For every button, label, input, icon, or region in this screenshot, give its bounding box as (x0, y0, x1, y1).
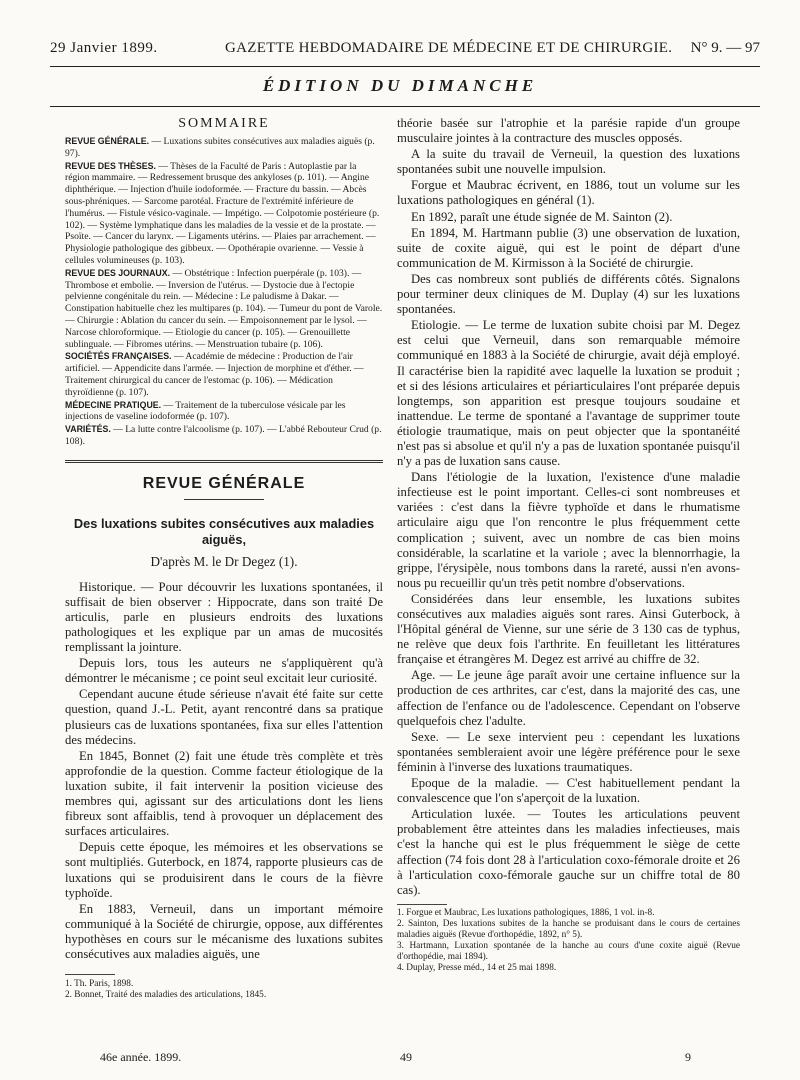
article-paragraph: Articulation luxée. — Toutes les articulations peuvent probablement être atteintes dans les maladies infectieuses, mais c'est la hanche qui est le plus fréquemment le siège de cette affection (74 fois dont 28 à l'articulation coxo-fémorale droite et 26 à l'articulation coxo-fémorale gauche sur un chiffre total de 80 cas). (397, 807, 740, 897)
section-divider (65, 460, 383, 463)
sommaire-entry (65, 136, 383, 160)
sommaire-list (65, 136, 383, 448)
sommaire-entry (65, 351, 383, 398)
edition-banner: ÉDITION DU DIMANCHE (262, 76, 538, 95)
sommaire-entry-text: — Traitement de la tuberculose vésicale par les injections de vaseline iodoformée (p. 107). (65, 399, 346, 423)
sommaire-entry (65, 161, 383, 267)
article-paragraph: Depuis lors, tous les auteurs ne s'appliquèrent qu'à démontrer le mécanisme ; ce point seul excitait leur curiosité. (65, 656, 383, 686)
sommaire-entry-text: — Académie de médecine : Production de l'air artificiel. — Appendicite dans l'armée. — Injection de morphine et d'éther. — Traitement chirurgical du cancer de l'estomac (p. 106). — Médication thyroïdienne (p. 107). (65, 351, 364, 398)
article-paragraph: En 1845, Bonnet (2) fait une étude très complète et très approfondie de la question. Comme facteur étiologique de la luxation subite, il fait intervenir la position vicieuse des membres qui, agissant sur des articulations dont les liens fibreux sont affaiblis, tend à provoquer un déplacement des surfaces articulaires. (65, 748, 383, 839)
sommaire-entry (65, 400, 383, 424)
footer-folio: 49 (400, 1050, 412, 1064)
journal-title: GAZETTE HEBDOMADAIRE DE MÉDECINE ET DE CHIRURGIE. (225, 40, 673, 56)
article-paragraph: En 1894, M. Hartmann publie (3) une observation de luxation, suite de coxite aiguë, qui est le point de départ d'une communication de M. Kirmisson à la Société de chirurgie. (397, 225, 740, 270)
sommaire-entry-text: — Luxations subites consécutives aux maladies aiguës (p. 97). (65, 136, 375, 159)
sommaire-entry-text: — Thèses de la Faculté de Paris : Autoplastie par la région mammaire. — Redressement brusque des ankyloses (p. 101). — Angine diphthérique. — Injection d'huile iodoformée. — Fracture du bassin. — Abcès sous-phréniques. — Sarcome parotéal. Fracture de l'extrémité inférieure de l'humérus. — Fistule vésico-vaginale. — Impétigo. — Colpotomie postérieure (p. 102). — Système lymphatique dans les maladies de la vessie et de la prostate. — Psoïte. — Cancer du larynx. — Ligaments utérins. — Plaies par arrachement. — Physiologie pathologique des gibbeux. — Opothérapie ovarienne. — Vessie à cellules volumineuses (p. 103). (65, 160, 380, 266)
article-paragraph: Des cas nombreux sont publiés de différents côtés. Signalons pour terminer deux cliniques de M. Duplay (4) sur les luxations spontanées. (397, 271, 740, 317)
article-paragraph: Depuis cette époque, les mémoires et les observations se sont multipliés. Guterbock, en 1874, rapporte plusieurs cas de luxations qui se produisirent dans le cours de la fièvre typhoïde. (65, 840, 383, 900)
page-footer (100, 1050, 740, 1066)
article-paragraph: A la suite du travail de Verneuil, la question des luxations spontanées subit une nouvelle impulsion. (397, 147, 740, 177)
article-paragraph: Sexe. — Le sexe intervient peu : cependant les luxations spontanées sembleraient avoir une légère préférence pour le sexe féminin à l'inverse des luxations traumatiques. (397, 729, 740, 774)
sommaire-entry (65, 268, 383, 351)
sommaire-entry-head: REVUE DES THÈSES. (65, 160, 156, 171)
sommaire-entry-head: REVUE GÉNÉRALE. (65, 136, 150, 146)
footnote: 2. Bonnet, Traité des maladies des articulations, 1845. (65, 990, 267, 1001)
footnote: 1. Forgue et Maubrac, Les luxations pathologiques, 1886, 1 vol. in-8. (397, 907, 655, 918)
footnote: 4. Duplay, Presse méd., 14 et 25 mai 1898. (397, 962, 557, 973)
article-paragraph: Age. — Le jeune âge paraît avoir une certaine influence sur la production de ces arthrites, car c'est, dans la majorité des cas, une affection de l'enfance ou de l'adolescence. Cependant on l'observe quelquefois chez l'adulte. (397, 668, 740, 728)
article-paragraph: Considérées dans leur ensemble, les luxations subites consécutives aux maladies aiguës sont rares. Ainsi Guterbock, à l'Hôpital général de Vienne, sur une série de 3 130 cas de typhus, ne relève que deux fois l'arthrite. En feuilletant les littératures française et étrangères M. Degez est arrivé au chiffre de 32. (397, 591, 740, 667)
sommaire-title: SOMMAIRE (178, 116, 270, 131)
article-paragraph: Dans l'étiologie de la luxation, l'existence d'une maladie infectieuse est le point important. Celles-ci sont nombreuses et variées : c'est dans la fièvre typhoïde et dans le rhumatisme articulaire aigu que l'on rencontre le plus fréquemment cette complication ; suivent, avec un nombre de cas bien moins considérable, la scarlatine et la variole ; avec la blennorrhagie, la grippe, l'érysipèle, nous tombons dans la rareté, aussi n'en avons-nous pu recueillir qu'un très petit nombre d'observations. (397, 470, 740, 590)
article-title: Des luxations subites consécutives aux maladies aiguës, (73, 515, 375, 547)
page-header (50, 40, 760, 62)
sommaire-entry-head: VARIÉTÉS. (65, 424, 111, 435)
article-paragraph: En 1883, Verneuil, dans un important mémoire communiqué à la Société de chirurgie, oppose, aux différentes hypothèses en cours sur le mécanisme des luxations subites consécutives aux maladies aiguës, une (65, 901, 383, 961)
footer-signature: 9 (685, 1050, 691, 1064)
sommaire-entry-head: MÉDECINE PRATIQUE. (65, 399, 162, 410)
footer-year: 46e année. 1899. (100, 1050, 182, 1064)
section-title: REVUE GÉNÉRALE (142, 474, 306, 492)
footnote: 2. Sainton, Des luxations subites de la hanche se produisant dans le cours de certaines maladies aiguës (Revue d'orthopédie, 1892, n° 5). (397, 918, 740, 940)
footnote-rule (397, 904, 447, 905)
article-paragraph: Epoque de la maladie. — C'est habituellement pendant la convalescence que l'on s'aperçoit de la luxation. (397, 776, 740, 806)
section-title-rule (184, 499, 264, 500)
footnote: 1. Th. Paris, 1898. (65, 979, 134, 990)
sommaire-entry-head: REVUE DES JOURNAUX. (65, 267, 171, 278)
left-column (65, 116, 383, 1046)
article-paragraph: Cependant aucune étude sérieuse n'avait été faite sur cette question, quand J.-L. Petit, ayant rencontré dans sa pratique plusieurs cas de luxations spontanées, fixa sur elles l'attention des médecins. (65, 687, 383, 747)
article-paragraph: Forgue et Maubrac écrivent, en 1886, tout un volume sur les luxations pathologiques en général (1). (397, 178, 740, 208)
footnote: 3. Hartmann, Luxation spontanée de la hanche au cours d'une coxite aiguë (Revue d'orthopédie, mai 1894). (397, 940, 740, 962)
article-paragraph: Historique. — Pour découvrir les luxations spontanées, il suffisait de bien observer : Hippocrate, dans son traité De articulis, parle en plusieurs endroits des luxations pathologiques et les explique par un amas de mucosités remplissant la jointure. (65, 579, 383, 655)
footnote-rule (65, 974, 115, 975)
issue-page-number: N° 9. — 97 (690, 40, 760, 56)
header-rule (50, 66, 760, 67)
article-byline: D'après M. le Dr Degez (1). (150, 553, 298, 569)
sommaire-entry-head: SOCIÉTÉS FRANÇAISES. (65, 351, 172, 362)
edition-rule (50, 106, 760, 107)
sommaire-entry-text: — La lutte contre l'alcoolisme (p. 107). — L'abbé Rebouteur Crud (p. 108). (65, 424, 382, 447)
issue-date: 29 Janvier 1899. (50, 40, 158, 56)
sommaire-entry-text: — Obstétrique : Infection puerpérale (p. 103). — Thrombose et embolie. — Inversion de l'utérus. — Dystocie due à l'ectopie pelvienne congénitale du rein. — Médecine : Le paludisme à Dakar. — Constipation habituelle chez les multipares (p. 104). — Tumeur du pont de Varole. — Chirurgie : Ablation du cancer du sein. — Empoisonnement par le lysol. — Narcose chloroformique. — Etiologie du cancer (p. 105). — Grenouillette sublinguale. — Fibromes utérins. — Menstruation tubaire (p. 106). (65, 267, 383, 350)
article-paragraph: En 1892, paraît une étude signée de M. Sainton (2). (411, 209, 673, 224)
right-column (397, 116, 740, 1041)
sommaire-entry (65, 424, 383, 448)
article-paragraph: théorie basée sur l'atrophie et la parésie rapide d'un groupe musculaire jointes à la contracture des muscles opposés. (397, 116, 740, 146)
article-paragraph: Etiologie. — Le terme de luxation subite choisi par M. Degez est celui que Verneuil, dans son remarquable mémoire communiqué en 1883 à la Société de chirurgie, avait déjà employé. Il caractérise bien la rapidité avec laquelle la luxation se produit ; et si des lésions articulaires et périarticulaires l'ont préparée depuis longtemps, son apparition est presque toujours soudaine et inattendue. Le terme de spontané a l'avantage de supprimer toute étiologie traumatique, mais on peut objecter que la spontanéité n'est pas si absolue et qu'il n'y a pas de luxation spontanée puisqu'il n'y a pas de luxation sans cause. (397, 318, 740, 469)
